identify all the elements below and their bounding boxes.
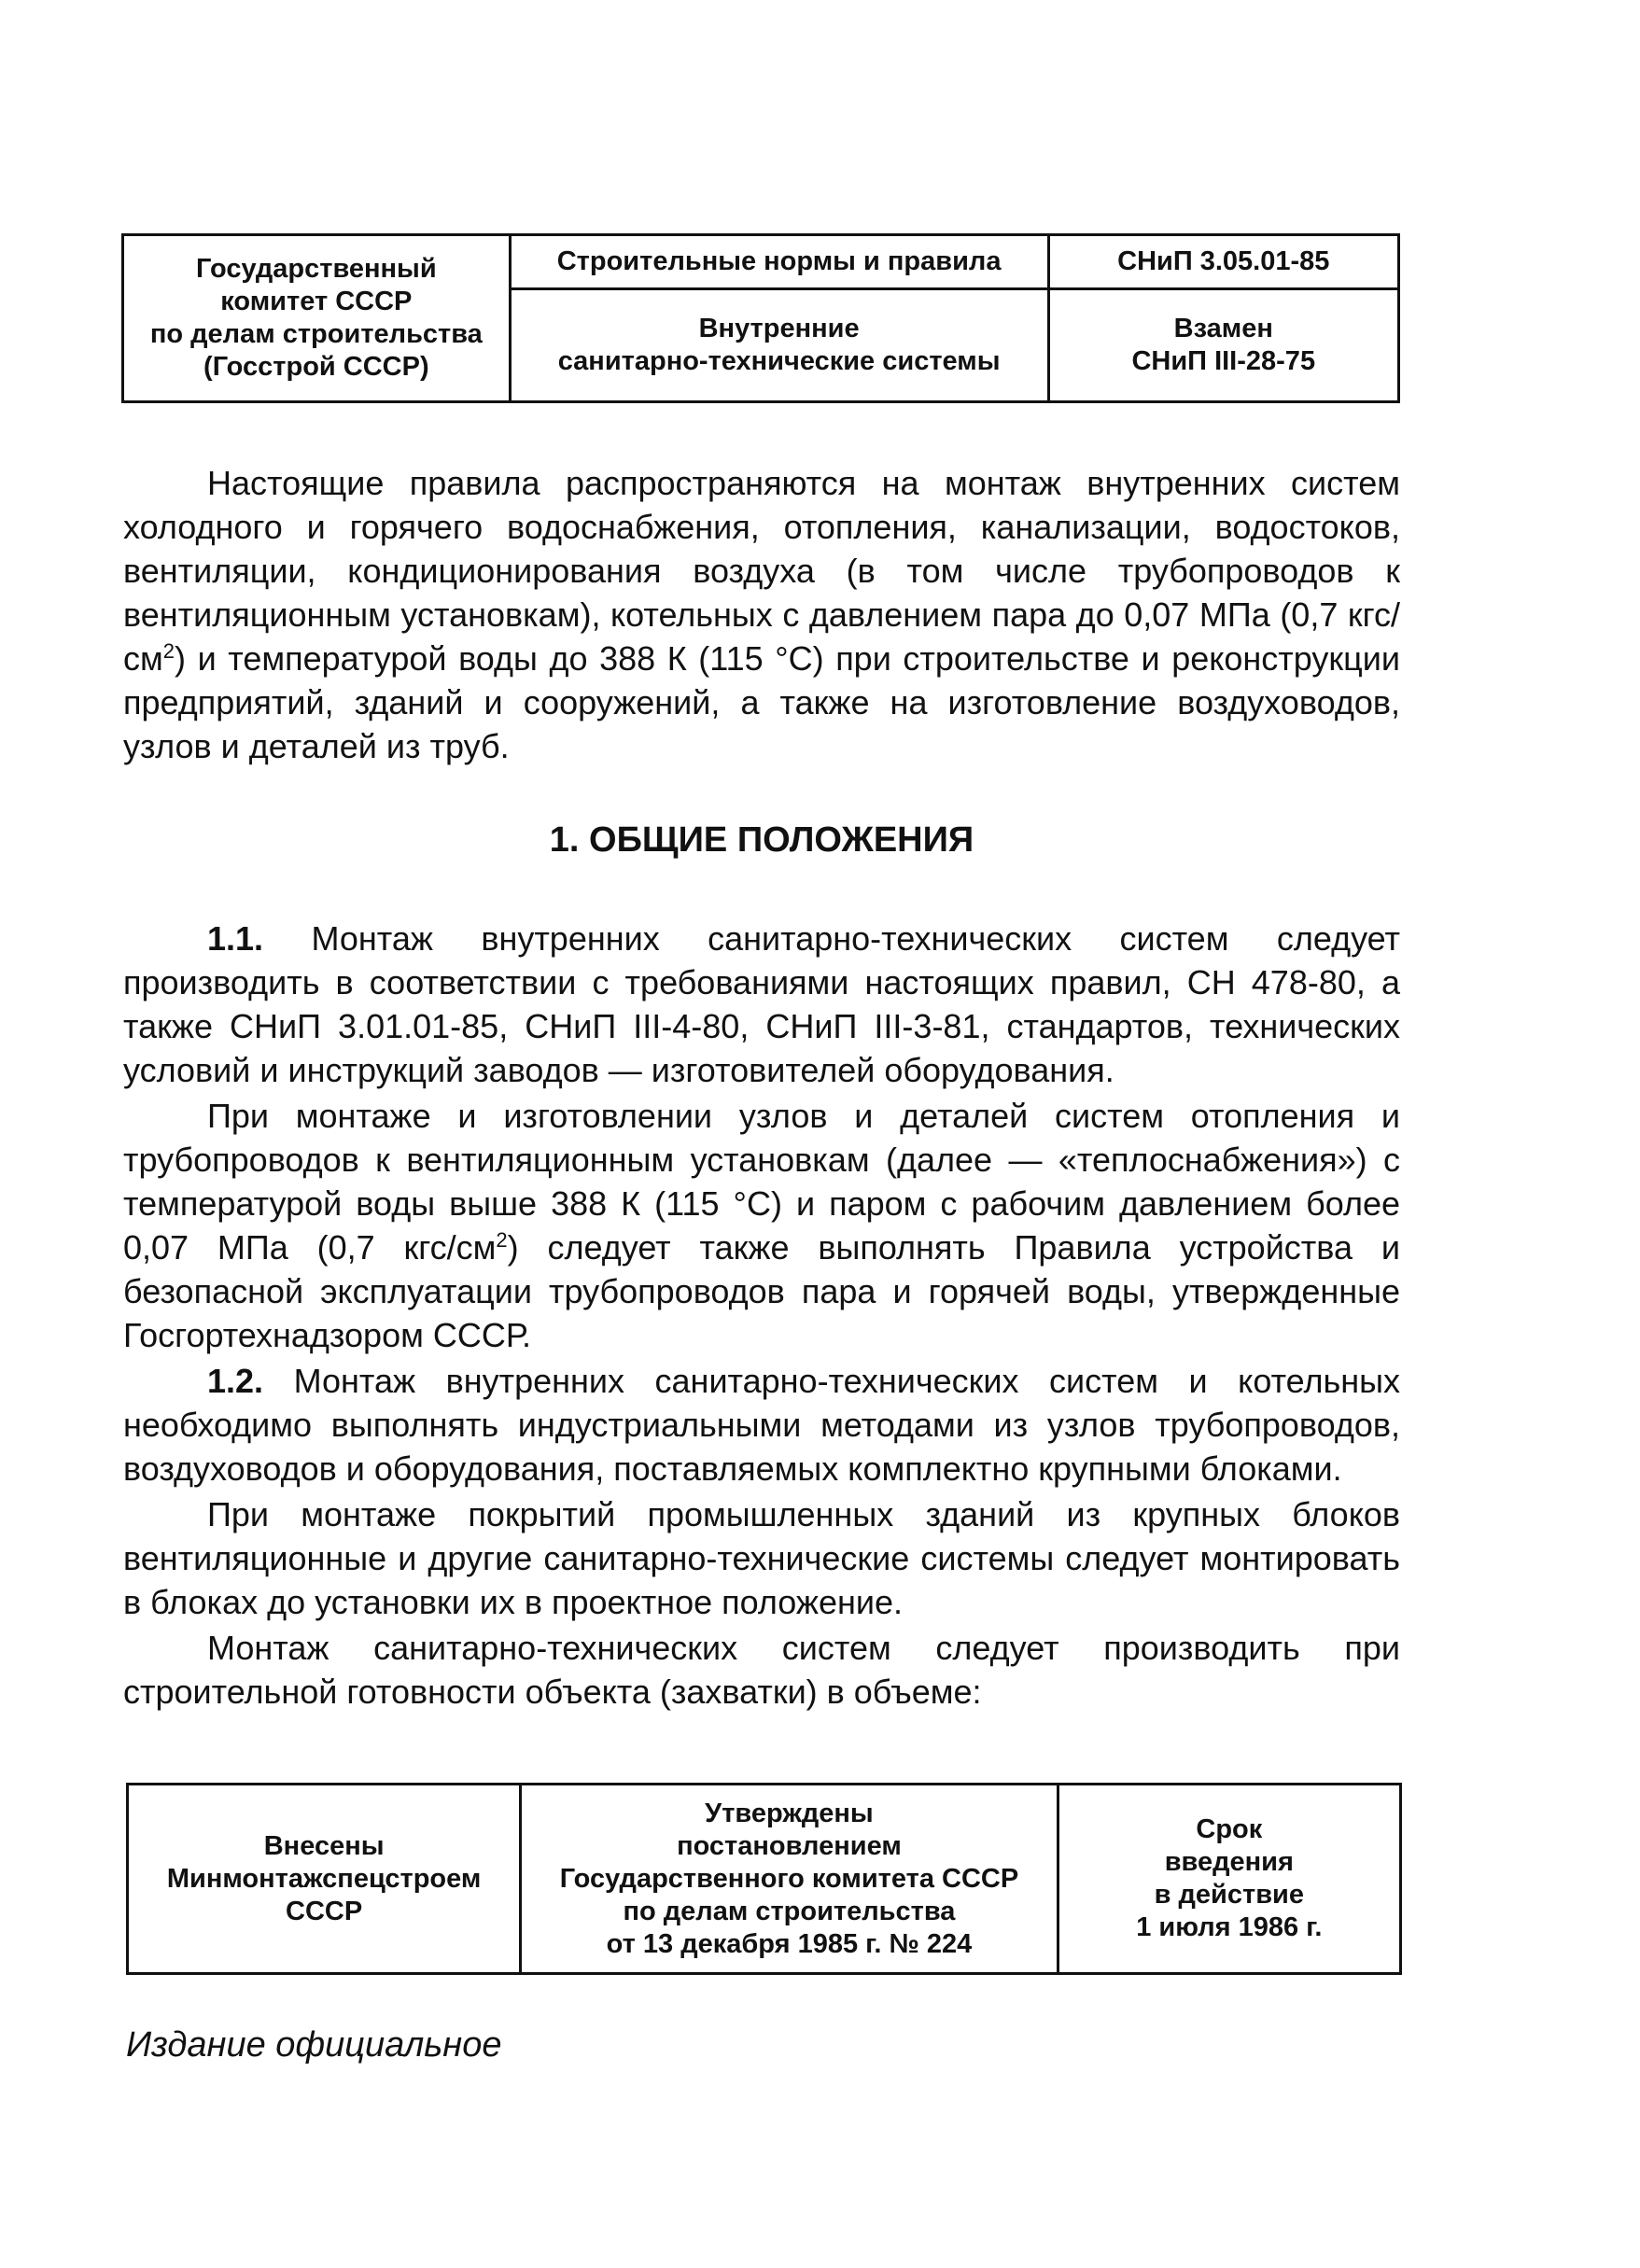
clause-1-1-paragraph-2 [123, 1094, 1400, 1357]
clause-number: 1.1. [207, 919, 264, 958]
intro-text-part1: Настоящие правила распространяются на монтаж внутренних систем холодного и горячего водоснабжения, отопления, канализации, водостоков, вентиляции, кондиционирования воздуха (в том числе трубопроводов к вентиляционным установкам), котельных с давлением пара до 0,07 МПа (0,7 кгс/см [123, 464, 1400, 678]
effective-date: Срок введения в действие 1 июля 1986 г. [1058, 1785, 1400, 1974]
approval-table [126, 1783, 1402, 1975]
document-title: Внутренние санитарно-технические системы [510, 289, 1048, 402]
header-table [121, 233, 1400, 403]
clause-1-2 [123, 1359, 1400, 1491]
clause-number: 1.2. [207, 1362, 264, 1400]
clause-text: Монтаж внутренних санитарно-технических систем следует производить в соответствии с требованиями настоящих правил, СН 478-80, а также СНиП 3.01.01-85, СНиП III-4-80, СНиП III-3-81, стандартов, технических условий и инструкций заводов — изготовителей оборудования. [123, 919, 1400, 1089]
introduced-by: Внесены Минмонтажспецстроем СССР [128, 1785, 521, 1974]
document-type: Строительные нормы и правила [510, 235, 1048, 289]
approved-by: Утверждены постановлением Государственного комитета СССР по делам строительства от 13 декабря 1985 г. № 224 [521, 1785, 1058, 1974]
document-code: СНиП 3.05.01-85 [1048, 235, 1398, 289]
clause-text: Монтаж внутренних санитарно-технических систем и котельных необходимо выполнять индустриальными методами из узлов трубопроводов, воздуховодов и оборудования, поставляемых комплектно крупными блоками. [123, 1362, 1400, 1488]
paragraph-text-part1: При монтаже и изготовлении узлов и деталей систем отопления и трубопроводов к вентиляционным установкам (далее — «теплоснабжения») с температурой воды выше 388 К (115 °С) и паром с рабочим давлением более 0,07 МПа (0,7 кгс/см [123, 1097, 1400, 1267]
section-body [123, 917, 1400, 1715]
issuing-organization: Государственный комитет СССР по делам строительства (Госстрой СССР) [123, 235, 511, 402]
clause-1-2-paragraph-2: При монтаже покрытий промышленных зданий из крупных блоков вентиляционные и другие санитарно-технические системы следует монтировать в блоках до установки их в проектное положение. [123, 1495, 1400, 1621]
paragraph-text-part2: ) следует также выполнять Правила устройства и безопасной эксплуатации трубопроводов пара и горячей воды, утвержденные Госгортехнадзором СССР. [123, 1228, 1400, 1354]
intro-superscript: 2 [162, 639, 175, 663]
section-heading: 1. ОБЩИЕ ПОЛОЖЕНИЯ [549, 820, 974, 860]
clause-1-2-paragraph-3: Монтаж санитарно-технических систем следует производить при строительной готовности объекта (захватки) в объеме: [123, 1629, 1400, 1711]
edition-label: Издание официальное [126, 2025, 502, 2065]
intro-paragraph [123, 461, 1400, 768]
clause-1-1 [123, 917, 1400, 1092]
intro-text-part2: ) и температурой воды до 388 К (115 °С) при строительстве и реконструкции предприятий, зданий и сооружений, а также на изготовление воздуховодов, узлов и деталей из труб. [123, 639, 1400, 765]
paragraph-superscript: 2 [496, 1228, 508, 1252]
replaces-document: Взамен СНиП III-28-75 [1048, 289, 1398, 402]
